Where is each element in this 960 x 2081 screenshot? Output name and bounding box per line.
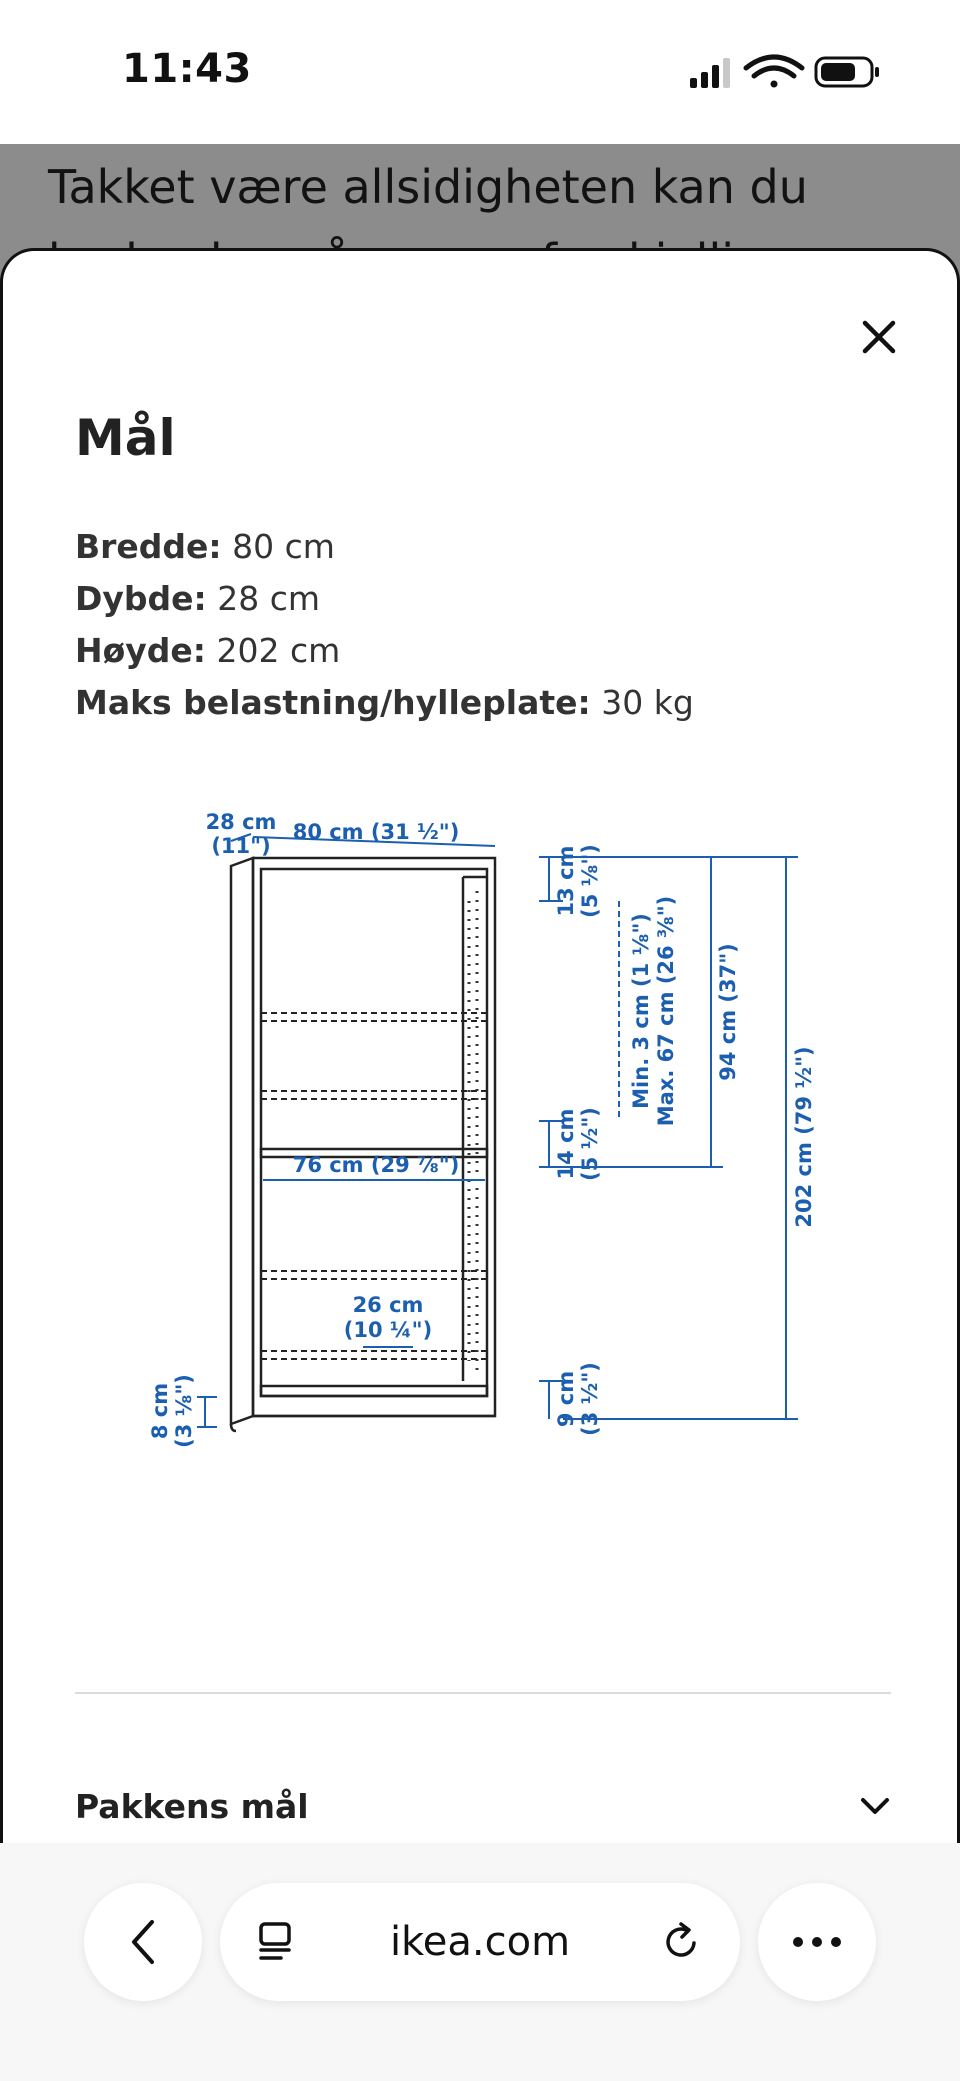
adjust-min-label: Min. 3 cm (1 ⅛"): [629, 913, 653, 1109]
inner-depth-label-cm: 26 cm: [352, 1293, 424, 1317]
adjust-max-label: Max. 67 cm (26 ⅜"): [654, 895, 678, 1127]
more-button[interactable]: [758, 1883, 876, 2001]
bookcase-outline: [231, 858, 495, 1431]
status-bar: [0, 0, 960, 144]
inner-depth-label-in: (10 ¼"): [343, 1318, 433, 1342]
reload-icon[interactable]: [660, 1921, 702, 1963]
browser-toolbar: [0, 1843, 960, 2081]
signal-icon: [690, 58, 730, 88]
dimension-lines: [197, 834, 798, 1427]
depth-label-cm: 28 cm: [205, 810, 277, 834]
top-gap-label-cm: 13 cm: [554, 845, 578, 917]
width-label: 80 cm (31 ½"): [292, 820, 460, 844]
spec-list: [75, 521, 694, 729]
bookcase-dimension-drawing: [143, 791, 883, 1591]
spec-height: Høyde: 202 cm: [75, 631, 341, 670]
spec-max-load: Maks belastning/hylleplate: 30 kg: [75, 683, 694, 722]
chevron-down-icon: [859, 1796, 891, 1816]
address-bar[interactable]: [220, 1883, 740, 2001]
section-divider: [75, 1692, 891, 1694]
accordion-label: Pakkens mål: [75, 1786, 309, 1826]
more-icon: [792, 1936, 842, 1948]
top-gap-label-in: (5 ⅛"): [578, 844, 602, 918]
depth-label-in: (11"): [211, 834, 271, 858]
plinth-label-cm: 8 cm: [148, 1382, 172, 1440]
wifi-icon: [746, 57, 802, 88]
total-height-label: 202 cm (79 ½"): [792, 1046, 816, 1228]
bottom-gap-label-in: (3 ½"): [578, 1362, 602, 1436]
mid-gap-label-cm: 14 cm: [554, 1108, 578, 1180]
url-text: ikea.com: [389, 1919, 571, 1965]
shelf-pin-holes: [469, 891, 477, 1371]
battery-icon: [816, 58, 879, 86]
spec-width: Bredde: 80 cm: [75, 527, 335, 566]
close-button[interactable]: [843, 301, 915, 373]
plinth-label-in: (3 ⅛"): [172, 1374, 196, 1448]
mid-height-label: 94 cm (37"): [716, 943, 740, 1081]
back-button[interactable]: [84, 1883, 202, 2001]
close-icon: [861, 319, 897, 355]
spec-depth: Dybde: 28 cm: [75, 579, 321, 618]
package-dimensions-accordion[interactable]: [75, 1771, 891, 1841]
bottom-gap-label-cm: 9 cm: [554, 1370, 578, 1428]
status-time: 11:43: [122, 46, 252, 92]
sheet-title: Mål: [75, 409, 176, 467]
mid-gap-label-in: (5 ½"): [578, 1107, 602, 1181]
back-icon: [126, 1918, 160, 1966]
background-paragraph: Takket være allsidigheten kan du: [48, 160, 808, 214]
status-icons: [686, 52, 886, 92]
dimension-labels: [148, 810, 816, 1448]
dimensions-sheet: [0, 248, 960, 1848]
inner-width-label: 76 cm (29 ⅞"): [292, 1153, 460, 1177]
